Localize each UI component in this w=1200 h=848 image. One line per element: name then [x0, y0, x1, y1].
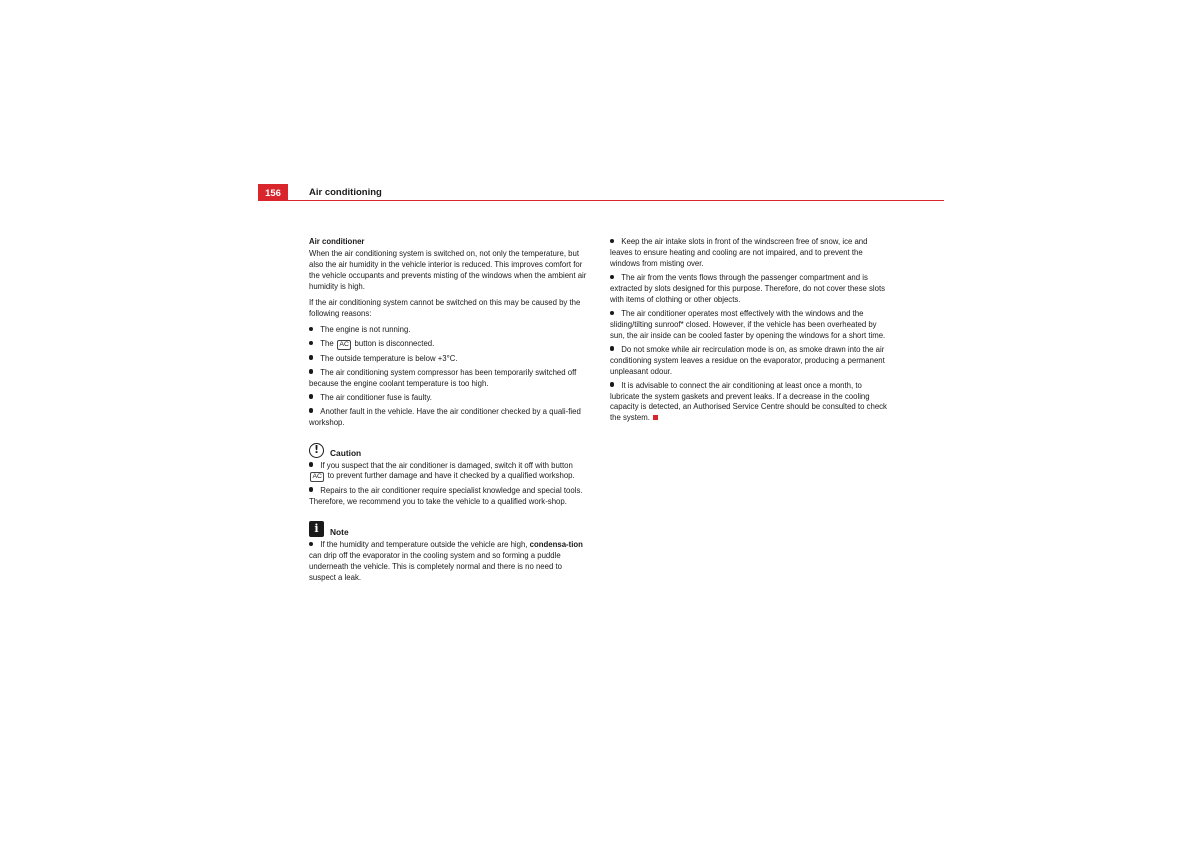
caution-icon: !: [309, 443, 324, 458]
bullet-icon: [309, 487, 313, 491]
bullet-icon: [309, 341, 313, 345]
note-title: Note: [330, 527, 349, 538]
section-heading: Air conditioner: [309, 237, 365, 246]
tip-item: Keep the air intake slots in front of the windscreen free of snow, ice and leaves to ensure heating and cooling are not impaired, and to prevent the windows from misting over.: [610, 237, 868, 268]
intro-paragraph: When the air conditioning system is switched on, not only the temperature, but also the air humidity in the vehicle interior is reduced. This improves comfort for the vehicle occupants and prevents misting of the windows when the ambient air humidity is high.: [309, 249, 587, 292]
tip-item: The air conditioner operates most effectively with the windows and the sliding/tilting sunroof* closed. However, if the vehicle has been overheated by sun, the air inside can be cooled faster by opening the windows for a short time.: [610, 308, 886, 340]
reason-item: The engine is not running.: [309, 325, 589, 336]
page-number: 156: [258, 184, 288, 201]
bullet-icon: [610, 239, 614, 243]
tip-item: The air from the vents flows through the passenger compartment and is extracted by slots designed for this purpose. Therefore, do not cover these slots with items of clothing or other objects.: [610, 272, 886, 304]
bullet-icon: [309, 355, 313, 359]
bullet-icon: [309, 542, 313, 546]
caution-heading: [309, 443, 589, 458]
note-heading: [309, 521, 589, 537]
ac-key-symbol: AC: [337, 340, 351, 350]
bullet-icon: [309, 408, 313, 412]
caution-item: Repairs to the air conditioner require specialist knowledge and special tools. Therefore, we recommend you to take the vehicle to a qualified work-shop.: [309, 485, 583, 506]
section-end-icon: [653, 415, 658, 420]
bullet-icon: [610, 311, 614, 315]
right-column: [610, 237, 890, 427]
bullet-icon: [309, 462, 313, 466]
reasons-intro: If the air conditioning system cannot be switched on this may be caused by the following reasons:: [309, 298, 581, 319]
bullet-icon: [309, 394, 313, 398]
bullet-icon: [610, 275, 614, 279]
reason-item: The air conditioning system compressor has been temporarily switched off because the engine coolant temperature is too high.: [309, 367, 577, 388]
bullet-icon: [610, 346, 614, 350]
caution-item: If you suspect that the air conditioner is damaged, switch it off with button AC to prevent further damage and have it checked by a qualified workshop.: [309, 461, 589, 483]
caution-title: Caution: [330, 447, 362, 458]
ac-key-symbol: AC: [310, 472, 324, 482]
chapter-title: Air conditioning: [309, 187, 382, 198]
info-icon: i: [309, 521, 324, 537]
note-item: If the humidity and temperature outside the vehicle are high, condensa-tion can drip off the evaporator in the cooling system and so forming a puddle underneath the vehicle. This is completely normal and there is no need to suspect a leak.: [309, 540, 583, 583]
reason-item: Another fault in the vehicle. Have the air conditioner checked by a quali-fied workshop.: [309, 406, 581, 427]
bold-term: condensa-tion: [529, 540, 583, 550]
reason-item: The air conditioner fuse is faulty.: [309, 393, 589, 404]
reason-item: The outside temperature is below +3°C.: [309, 354, 589, 365]
header-rule: [258, 200, 944, 201]
left-column: [309, 237, 589, 587]
page-header: [258, 184, 944, 202]
bullet-icon: [610, 382, 614, 386]
reason-item: The AC button is disconnected.: [309, 339, 589, 350]
tip-item: Do not smoke while air recirculation mode is on, as smoke drawn into the air conditioning system leaves a residue on the evaporator, producing a permanent unpleasant odour.: [610, 344, 885, 376]
bullet-icon: [309, 327, 313, 331]
tip-item: It is advisable to connect the air conditioning at least once a month, to lubricate the system gaskets and prevent leaks. If a decrease in the cooling capacity is detected, an Authorised Service Centre should be consulted to check the system.: [610, 380, 887, 423]
bullet-icon: [309, 369, 313, 373]
